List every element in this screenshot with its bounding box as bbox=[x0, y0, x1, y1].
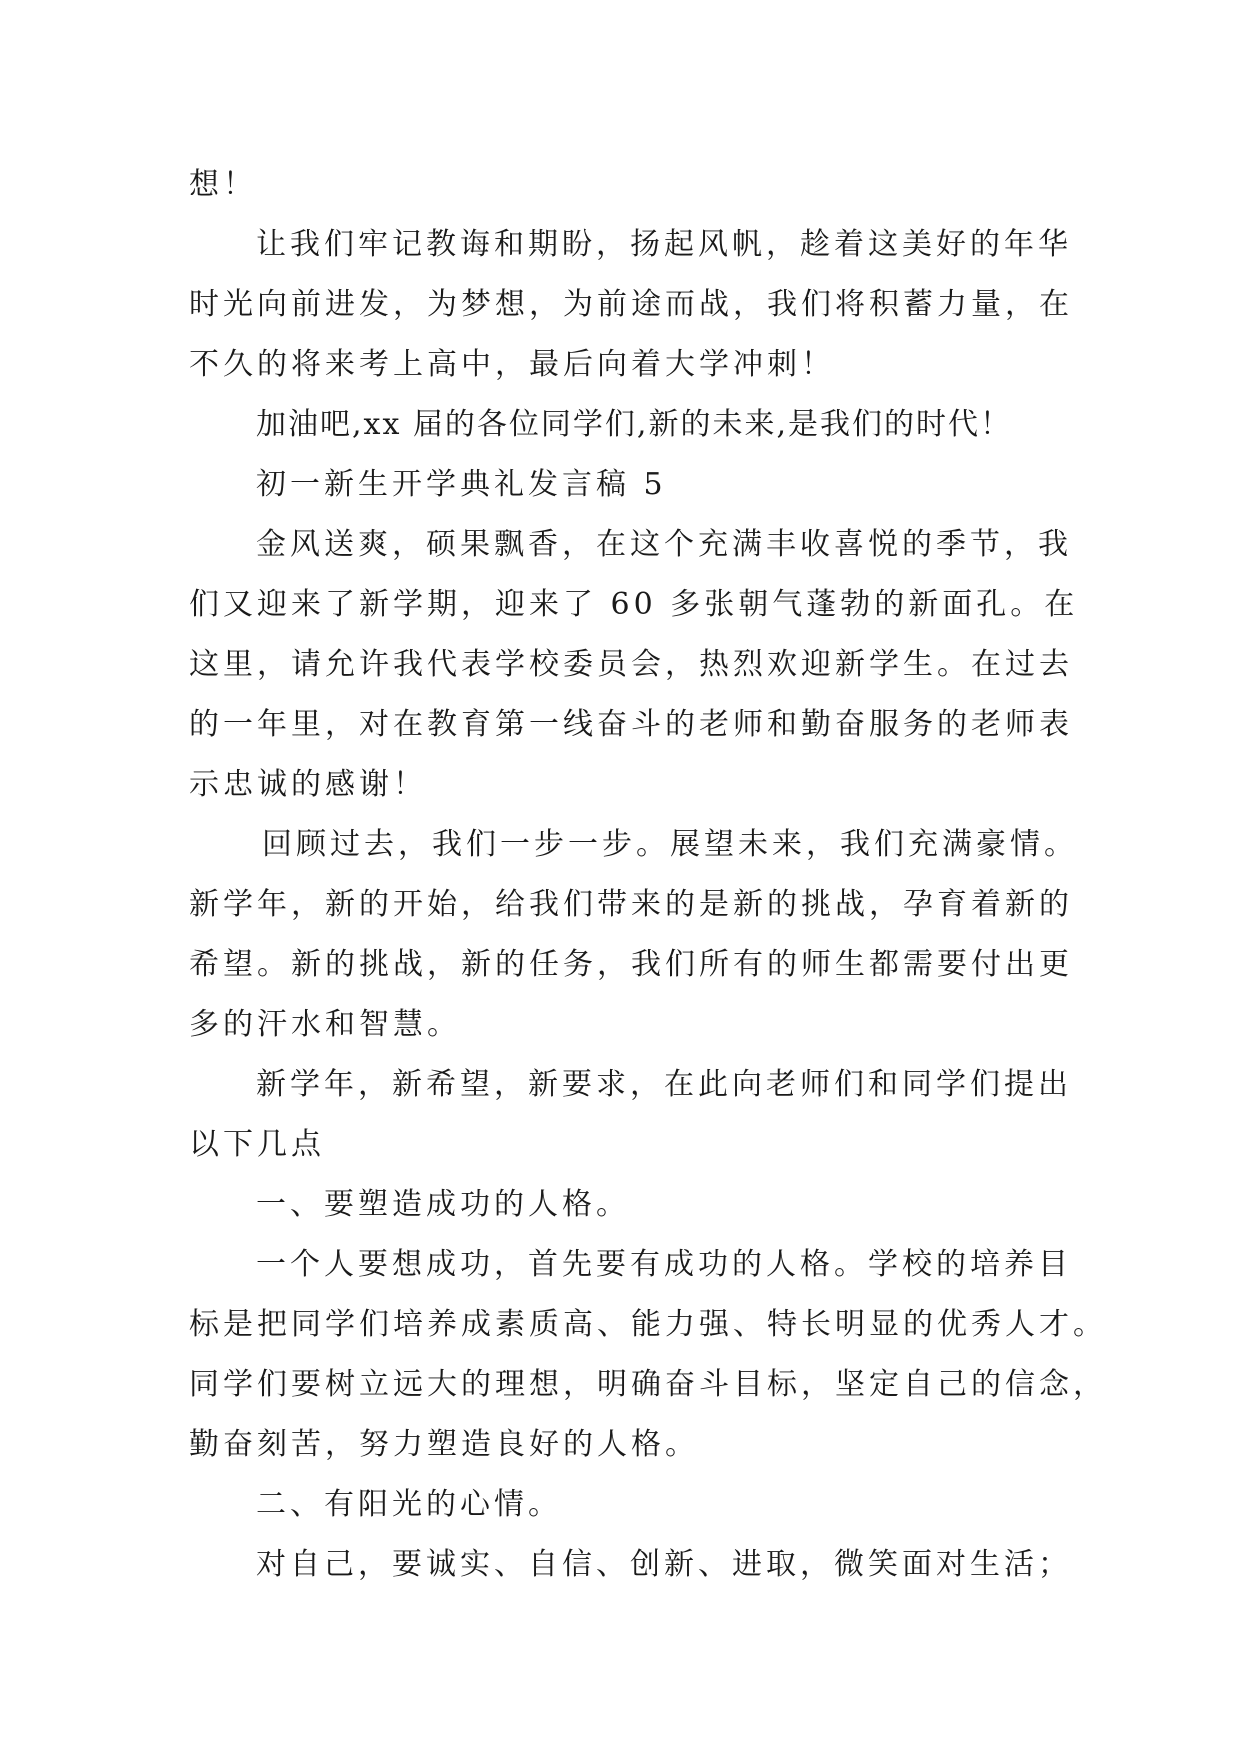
text-line: 示忠诚的感谢！ bbox=[189, 767, 427, 802]
list-heading: 一、要塑造成功的人格。 bbox=[256, 1187, 630, 1222]
text-line: 对自己，要诚实、自信、创新、进取，微笑面对生活； bbox=[256, 1547, 1072, 1582]
text-line: 新学年，新的开始，给我们带来的是新的挑战，孕育着新的 bbox=[189, 887, 1073, 922]
document-body bbox=[189, 155, 1107, 1595]
text-line: 的一年里，对在教育第一线奋斗的老师和勤奋服务的老师表 bbox=[189, 707, 1073, 742]
text-line: 以下几点 bbox=[189, 1127, 325, 1162]
text-line: 时光向前进发，为梦想，为前途而战，我们将积蓄力量，在 bbox=[189, 287, 1073, 322]
text-line: 一个人要想成功，首先要有成功的人格。学校的培养目 bbox=[256, 1247, 1072, 1282]
text-line: 加油吧,xx 届的各位同学们,新的未来,是我们的时代！ bbox=[256, 407, 1012, 442]
section-heading: 初一新生开学典礼发言稿 5 bbox=[256, 467, 667, 502]
text-line: 这里，请允许我代表学校委员会，热烈欢迎新学生。在过去 bbox=[189, 647, 1073, 682]
text-line: 勤奋刻苦，努力塑造良好的人格。 bbox=[189, 1427, 699, 1462]
text-line: 多的汗水和智慧。 bbox=[189, 1007, 461, 1042]
text-line: 金风送爽，硕果飘香，在这个充满丰收喜悦的季节，我 bbox=[256, 527, 1072, 562]
text-line: 回顾过去，我们一步一步。展望未来，我们充满豪情。 bbox=[262, 827, 1078, 862]
text-line: 们又迎来了新学期，迎来了 60 多张朝气蓬勃的新面孔。在 bbox=[189, 587, 1079, 622]
text-line: 标是把同学们培养成素质高、能力强、特长明显的优秀人才。 bbox=[189, 1307, 1107, 1342]
text-line: 希望。新的挑战，新的任务，我们所有的师生都需要付出更 bbox=[189, 947, 1073, 982]
text-line: 新学年，新希望，新要求，在此向老师们和同学们提出 bbox=[256, 1067, 1072, 1102]
list-heading: 二、有阳光的心情。 bbox=[256, 1487, 562, 1522]
text-line: 同学们要树立远大的理想，明确奋斗目标，坚定自己的信念， bbox=[189, 1367, 1107, 1402]
text-line: 想！ bbox=[189, 167, 257, 202]
text-line: 不久的将来考上高中，最后向着大学冲刺！ bbox=[189, 347, 835, 382]
text-line: 让我们牢记教诲和期盼，扬起风帆，趁着这美好的年华 bbox=[256, 227, 1072, 262]
